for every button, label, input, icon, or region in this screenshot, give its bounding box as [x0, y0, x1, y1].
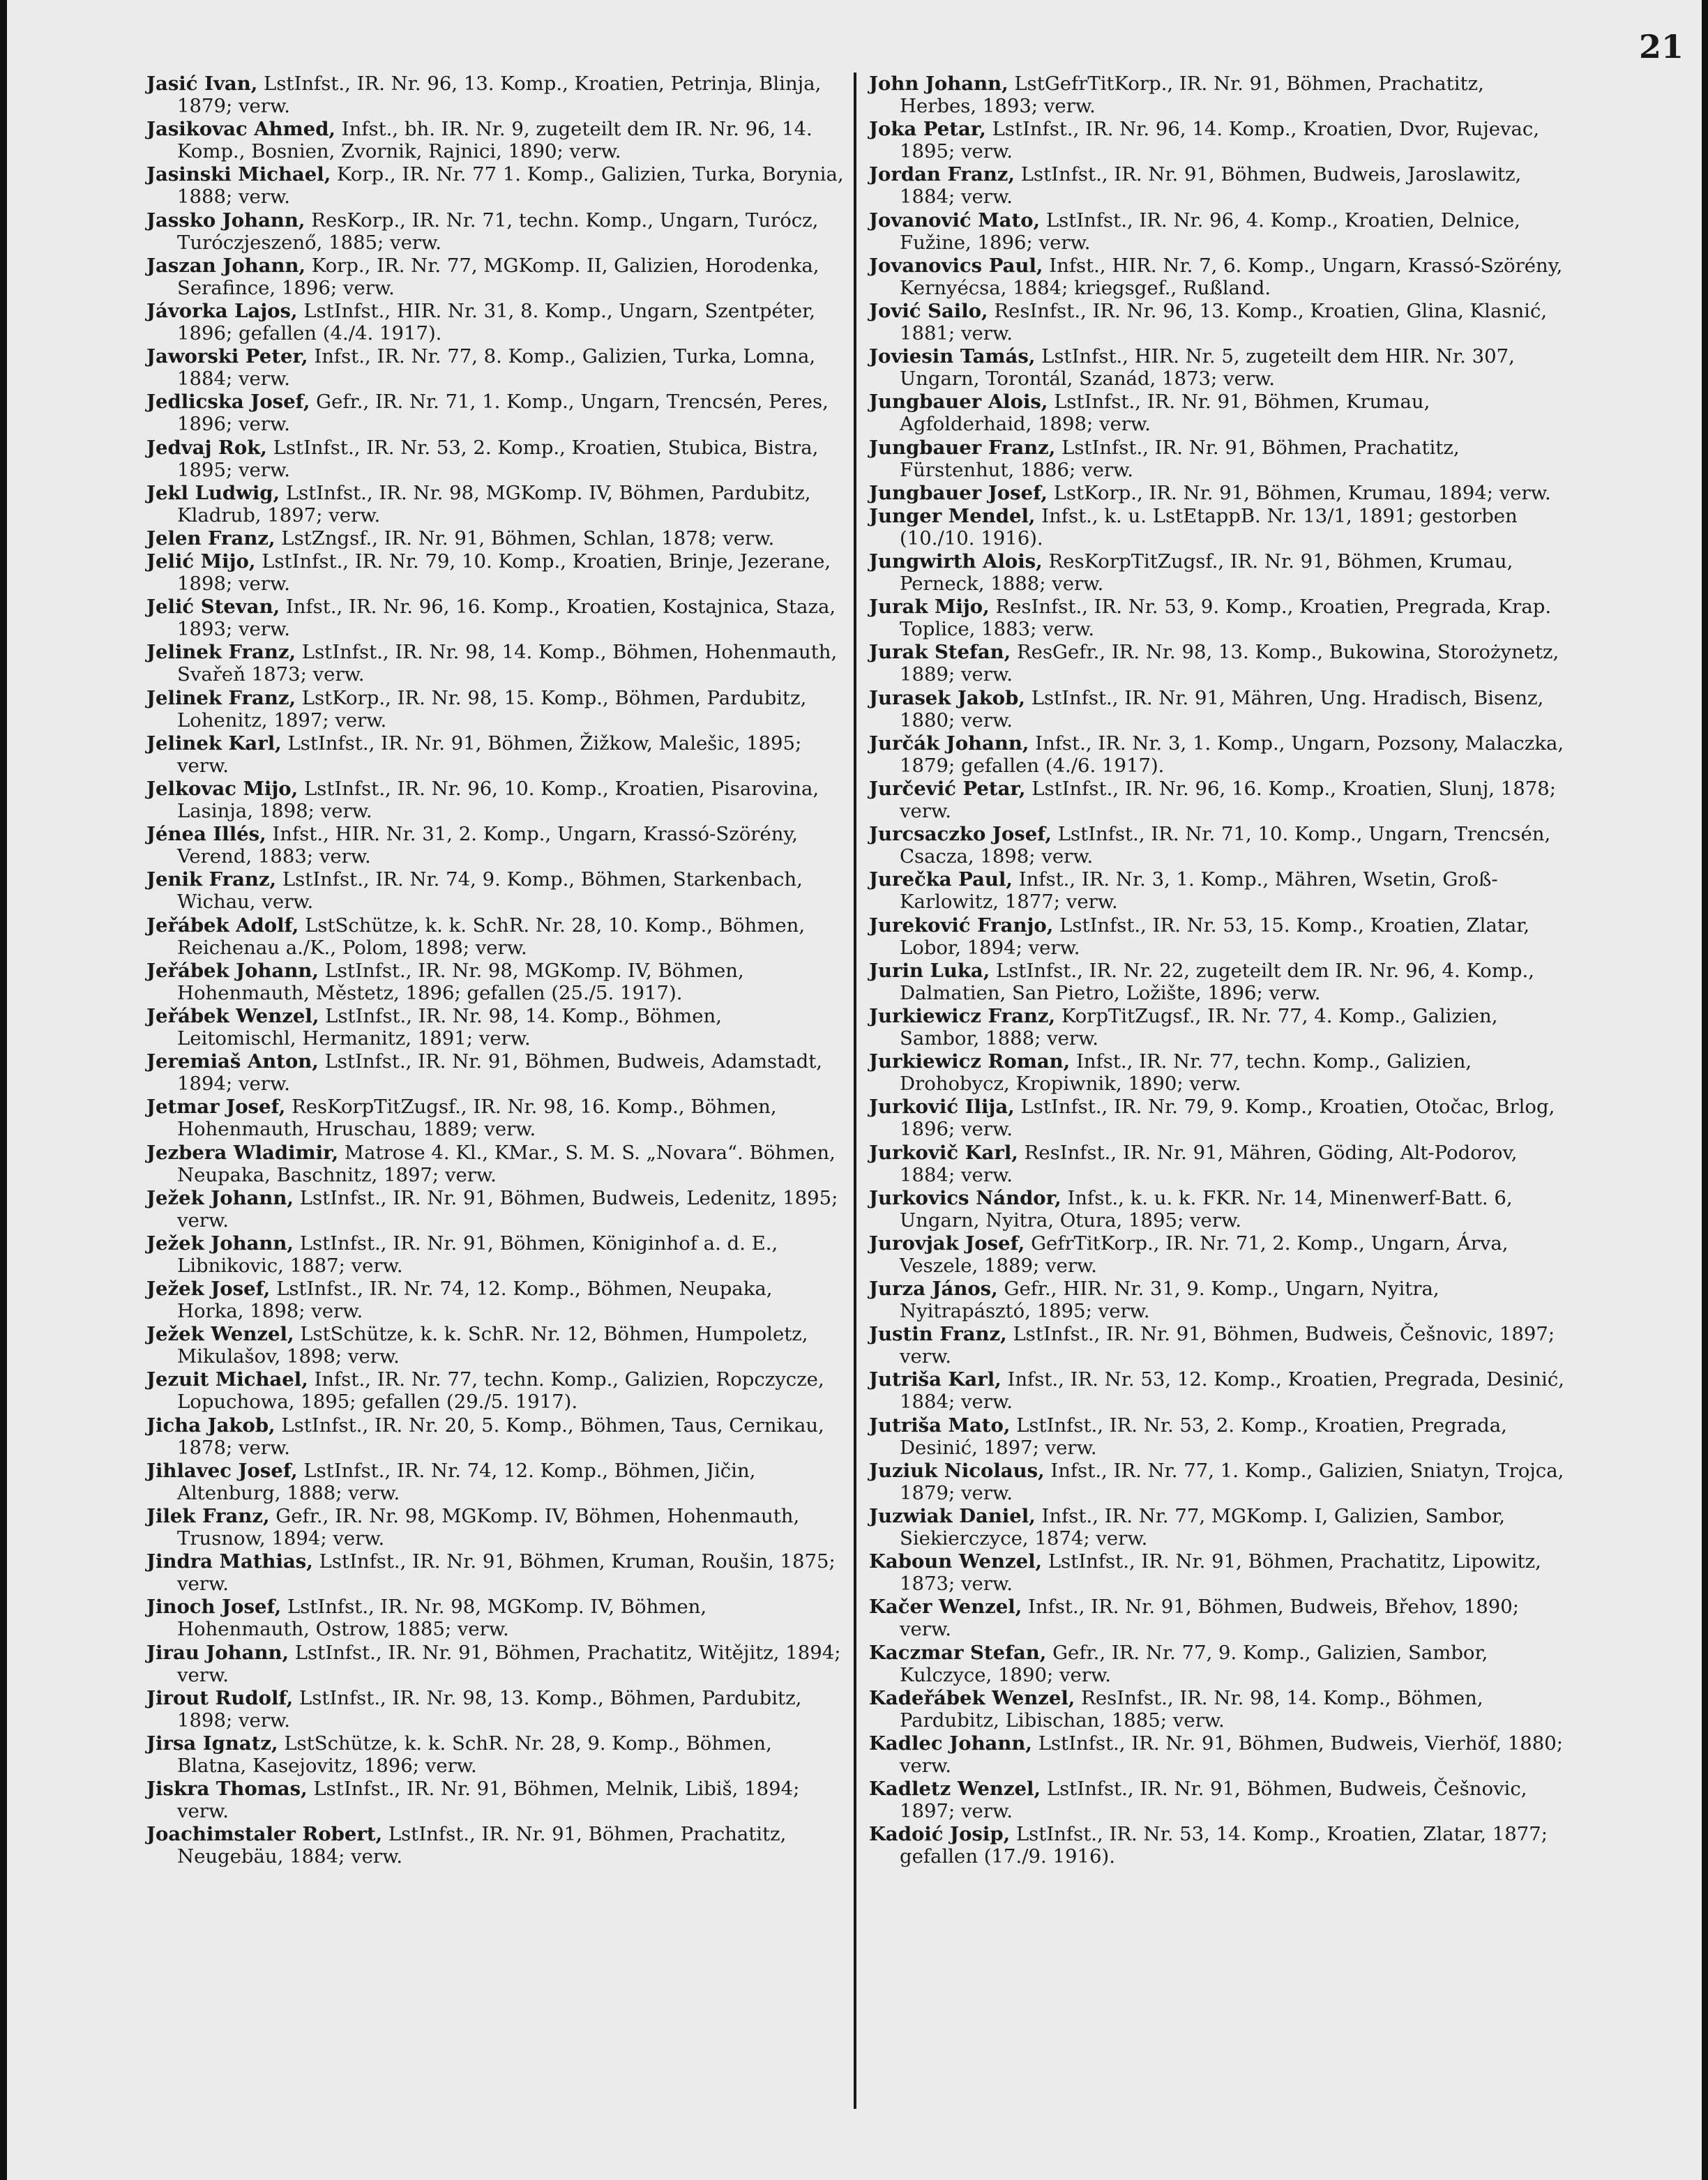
register-entry [869, 345, 1566, 390]
entry-details: ResKorpTitZugsf., IR. Nr. 91, Böhmen, Krumau, Perneck, 1888; verw. [900, 550, 1513, 596]
entry-details: LstInfst., IR. Nr. 96, 4. Komp., Kroatien, Delnice, Fužine, 1896; verw. [900, 209, 1520, 254]
register-entry [146, 1505, 844, 1550]
entry-details: LstZngsf., IR. Nr. 91, Böhmen, Schlan, 1878; verw. [275, 527, 775, 550]
register-entry [869, 641, 1566, 686]
entry-name: Jávorka Lajos, [146, 299, 298, 322]
entry-name: Jasinski Michael, [146, 163, 331, 186]
register-entry [146, 1368, 844, 1413]
entry-name: Jurin Luka, [869, 959, 990, 982]
entry-name: Jiskra Thomas, [146, 1778, 308, 1801]
register-entry [146, 1778, 844, 1822]
entry-details: LstSchütze, k. k. SchR. Nr. 28, 9. Komp., Böhmen, Blatna, Kasejovitz, 1896; verw. [177, 1732, 772, 1777]
entry-details: LstInfst., IR. Nr. 91, Böhmen, Budweis, Ledenitz, 1895; verw. [177, 1186, 838, 1232]
entry-details: Infst., IR. Nr. 3, 1. Komp., Ungarn, Pozsony, Malaczka, 1879; gefallen (4./6. 1917). [900, 732, 1564, 777]
entry-details: LstKorp., IR. Nr. 98, 15. Komp., Böhmen, Pardubitz, Lohenitz, 1897; verw. [177, 686, 807, 732]
register-entry [146, 1550, 844, 1595]
register-entry [146, 1050, 844, 1095]
register-entry [146, 1414, 844, 1459]
entry-details: LstInfst., IR. Nr. 91, Böhmen, Budweis, Češnovic, 1897; verw. [900, 1778, 1527, 1823]
entry-details: LstInfst., IR. Nr. 74, 12. Komp., Böhmen, Neupaka, Horka, 1898; verw. [177, 1278, 773, 1323]
entry-details: LstInfst., HIR. Nr. 31, 8. Komp., Ungarn, Szentpéter, 1896; gefallen (4./4. 1917). [177, 299, 815, 345]
entry-details: Infst., IR. Nr. 77, 8. Komp., Galizien, Turka, Lomna, 1884; verw. [177, 345, 816, 391]
register-entry [146, 823, 844, 868]
register-entry [146, 596, 844, 640]
entry-name: Jutriša Mato, [869, 1414, 1011, 1437]
entry-details: LstInfst., IR. Nr. 91, Böhmen, Königinhof a. d. E., Libnikovic, 1887; verw. [177, 1232, 778, 1277]
entry-name: Kaboun Wenzel, [869, 1550, 1043, 1573]
entry-details: Infst., IR. Nr. 77, 1. Komp., Galizien, Sniatyn, Trojca, 1879; verw. [900, 1459, 1564, 1504]
entry-details: LstInfst., HIR. Nr. 5, zugeteilt dem HIR. Nr. 307, Ungarn, Torontál, Szanád, 1873; verw. [900, 345, 1515, 391]
register-entry [146, 1732, 844, 1777]
entry-details: ResInfst., IR. Nr. 96, 13. Komp., Kroatien, Glina, Klasnić, 1881; verw. [900, 299, 1548, 345]
entry-name: John Johann, [869, 73, 1008, 95]
register-entry [869, 1823, 1566, 1868]
entry-details: Infst., IR. Nr. 3, 1. Komp., Mähren, Wsetin, Groß-Karlowitz, 1877; verw. [900, 868, 1498, 914]
entry-details: ResInfst., IR. Nr. 53, 9. Komp., Kroatien, Pregrada, Krap. Toplice, 1883; verw. [900, 596, 1552, 641]
entry-name: Kadoić Josip, [869, 1823, 1011, 1846]
entry-details: LstInfst., IR. Nr. 53, 15. Komp., Kroatien, Zlatar, Lobor, 1894; verw. [900, 914, 1530, 959]
entry-name: Jurak Stefan, [869, 641, 1011, 664]
entry-details: LstInfst., IR. Nr. 22, zugeteilt dem IR. Nr. 96, 4. Komp., Dalmatien, San Pietro, Ložište, 1896; verw. [900, 959, 1534, 1004]
register-entry [869, 868, 1566, 913]
entry-name: Jirau Johann, [146, 1641, 289, 1664]
entry-name: Jeřábek Johann, [146, 959, 319, 982]
entry-name: Jurasek Jakob, [869, 686, 1025, 709]
entry-name: Jureković Franjo, [869, 914, 1054, 937]
register-entry [869, 1642, 1566, 1686]
entry-details: Infst., IR. Nr. 77, MGKomp. I, Galizien, Sambor, Siekierczyce, 1874; verw. [900, 1505, 1505, 1550]
register-entry [146, 1142, 844, 1186]
register-entry [869, 1414, 1566, 1459]
register-entry [869, 778, 1566, 822]
entry-name: Jutriša Karl, [869, 1368, 1002, 1391]
entry-name: Jeřábek Wenzel, [146, 1004, 319, 1027]
entry-name: Jungbauer Alois, [869, 391, 1048, 414]
entry-details: LstInfst., IR. Nr. 96, 14. Komp., Kroatien, Dvor, Rujevac, 1895; verw. [900, 118, 1540, 163]
entry-name: Jirout Rudolf, [146, 1686, 294, 1709]
register-entry [146, 732, 844, 777]
entry-details: Infst., IR. Nr. 53, 12. Komp., Kroatien, Pregrada, Desinić, 1884; verw. [900, 1368, 1564, 1414]
scanned-page [7, 0, 1702, 2180]
entry-name: Jurkovics Nándor, [869, 1186, 1061, 1209]
entry-details: LstInfst., IR. Nr. 53, 2. Komp., Kroatien, Pregrada, Desinić, 1897; verw. [900, 1414, 1507, 1459]
entry-details: ResKorpTitZugsf., IR. Nr. 98, 16. Komp., Böhmen, Hohenmauth, Hruschau, 1889; verw. [177, 1096, 777, 1141]
entry-name: Jurcsaczko Josef, [869, 823, 1052, 846]
entry-name: Jeremiaš Anton, [146, 1050, 319, 1073]
entry-name: Jedlicska Josef, [146, 391, 310, 414]
entry-details: Gefr., IR. Nr. 77, 9. Komp., Galizien, Sambor, Kulczyce, 1890; verw. [900, 1641, 1488, 1686]
entry-details: LstInfst., IR. Nr. 98, MGKomp. IV, Böhmen, Hohenmauth, Městetz, 1896; gefallen (25./5. 1917). [177, 959, 744, 1004]
entry-name: Jurković Ilija, [869, 1096, 1015, 1119]
register-entry [146, 1687, 844, 1732]
entry-name: Jasikovac Ahmed, [146, 118, 335, 141]
entry-name: Jurza János, [869, 1278, 998, 1301]
entry-details: Matrose 4. Kl., KMar., S. M. S. „Novara“. Böhmen, Neupaka, Baschnitz, 1897; verw. [177, 1141, 836, 1186]
entry-name: Jelinek Franz, [146, 686, 296, 709]
register-entry [146, 255, 844, 299]
register-entry [869, 1050, 1566, 1095]
register-entry [869, 1460, 1566, 1504]
entry-details: LstInfst., IR. Nr. 20, 5. Komp., Böhmen, Taus, Cernikau, 1878; verw. [177, 1414, 824, 1459]
entry-name: Jelinek Karl, [146, 732, 282, 755]
register-entry [146, 1460, 844, 1504]
entry-details: Infst., HIR. Nr. 7, 6. Komp., Ungarn, Krassó-Szörény, Kernyécsa, 1884; kriegsgef., Rußland. [900, 254, 1563, 299]
register-entry [146, 1232, 844, 1277]
entry-details: LstInfst., IR. Nr. 91, Böhmen, Budweis, Jaroslawitz, 1884; verw. [900, 163, 1522, 209]
entry-details: LstInfst., IR. Nr. 91, Böhmen, Prachatitz, Lipowitz, 1873; verw. [900, 1550, 1541, 1596]
entry-details: KorpTitZugsf., IR. Nr. 77, 4. Komp., Galizien, Sambor, 1888; verw. [900, 1004, 1498, 1050]
entry-name: Jungbauer Josef, [869, 481, 1048, 504]
register-entry [869, 1732, 1566, 1777]
register-entry [146, 1642, 844, 1686]
register-entry [869, 1505, 1566, 1550]
register-entry [146, 482, 844, 527]
entry-name: Jirsa Ignatz, [146, 1732, 278, 1755]
entry-details: Infst., k. u. k. FKR. Nr. 14, Minenwerf-Batt. 6, Ungarn, Nyitra, Otura, 1895; verw. [900, 1186, 1513, 1232]
register-entry [146, 118, 844, 162]
register-entry [869, 391, 1566, 435]
entry-name: Jezuit Michael, [146, 1368, 308, 1391]
register-entry [869, 687, 1566, 732]
entry-details: Korp., IR. Nr. 77, MGKomp. II, Galizien, Horodenka, Serafince, 1896; verw. [177, 254, 819, 299]
entry-name: Jurkovič Karl, [869, 1141, 1018, 1164]
register-entry [146, 73, 844, 117]
entry-details: Infst., IR. Nr. 77, techn. Komp., Galizien, Ropczycze, Lopuchowa, 1895; gefallen (29./5. 1917). [177, 1368, 824, 1414]
entry-details: Gefr., IR. Nr. 71, 1. Komp., Ungarn, Trencsén, Peres, 1896; verw. [177, 391, 829, 436]
entry-details: LstInfst., IR. Nr. 91, Böhmen, Kruman, Roušin, 1875; verw. [177, 1550, 836, 1596]
entry-details: GefrTitKorp., IR. Nr. 71, 2. Komp., Ungarn, Árva, Veszele, 1889; verw. [900, 1232, 1509, 1277]
entry-details: LstInfst., IR. Nr. 91, Böhmen, Žižkow, Malešic, 1895; verw. [177, 732, 802, 777]
entry-name: Jurečka Paul, [869, 868, 1013, 891]
entry-details: LstInfst., IR. Nr. 79, 10. Komp., Kroatien, Brinje, Jezerane, 1898; verw. [177, 550, 831, 596]
register-entry [869, 1232, 1566, 1277]
register-entry [146, 641, 844, 686]
entry-name: Kadletz Wenzel, [869, 1778, 1041, 1801]
entry-details: LstInfst., IR. Nr. 91, Böhmen, Budweis, Vierhöf, 1880; verw. [900, 1732, 1563, 1777]
entry-details: LstInfst., IR. Nr. 91, Böhmen, Prachatitz, Fürstenhut, 1886; verw. [900, 436, 1460, 481]
register-entry [146, 163, 844, 208]
page-number: 21 [1638, 28, 1684, 66]
entry-details: ResInfst., IR. Nr. 91, Mähren, Göding, Alt-Podorov, 1884; verw. [900, 1141, 1518, 1186]
register-entry [869, 823, 1566, 868]
entry-details: Infst., HIR. Nr. 31, 2. Komp., Ungarn, Krassó-Szörény, Verend, 1883; verw. [177, 823, 799, 868]
register-entry [869, 437, 1566, 481]
entry-details: LstInfst., IR. Nr. 79, 9. Komp., Kroatien, Otočac, Brlog, 1896; verw. [900, 1096, 1555, 1141]
register-entry [869, 960, 1566, 1004]
entry-details: LstInfst., IR. Nr. 96, 10. Komp., Kroatien, Pisarovina, Lasinja, 1898; verw. [177, 778, 819, 822]
entry-name: Jurčák Johann, [869, 732, 1029, 755]
register-entry [146, 778, 844, 822]
entry-details: LstInfst., IR. Nr. 74, 12. Komp., Böhmen, Jičin, Altenburg, 1888; verw. [177, 1459, 756, 1504]
entry-details: LstSchütze, k. k. SchR. Nr. 28, 10. Komp., Böhmen, Reichenau a./K., Polom, 1898; verw. [177, 914, 806, 959]
entry-details: Infst., IR. Nr. 96, 16. Komp., Kroatien, Kostajnica, Staza, 1893; verw. [177, 596, 836, 641]
entry-details: LstInfst., IR. Nr. 91, Böhmen, Prachatitz, Neugebäu, 1884; verw. [177, 1823, 787, 1868]
entry-details: LstInfst., IR. Nr. 96, 13. Komp., Kroatien, Petrinja, Blinja, 1879; verw. [177, 73, 822, 117]
entry-details: ResGefr., IR. Nr. 98, 13. Komp., Bukowina, Storożynetz, 1889; verw. [900, 641, 1559, 686]
entry-details: LstInfst., IR. Nr. 96, 16. Komp., Kroatien, Slunj, 1878; verw. [900, 778, 1557, 822]
entry-details: Infst., IR. Nr. 91, Böhmen, Budweis, Břehov, 1890; verw. [900, 1596, 1520, 1641]
entry-name: Jicha Jakob, [146, 1414, 275, 1437]
entry-name: Joachimstaler Robert, [146, 1823, 383, 1846]
register-entry [146, 687, 844, 732]
register-entry [869, 1778, 1566, 1822]
entry-details: LstInfst., IR. Nr. 98, 14. Komp., Böhmen, Hohenmauth, Svařeň 1873; verw. [177, 641, 838, 686]
register-entry [146, 209, 844, 254]
entry-details: LstInfst., IR. Nr. 98, MGKomp. IV, Böhmen, Hohenmauth, Ostrow, 1885; verw. [177, 1596, 707, 1641]
register-entry [869, 1187, 1566, 1232]
register-entry [146, 391, 844, 435]
entry-name: Jedvaj Rok, [146, 436, 267, 459]
register-entry [869, 550, 1566, 595]
register-entry [869, 914, 1566, 959]
register-entry [869, 1596, 1566, 1640]
entry-name: Juzwiak Daniel, [869, 1505, 1036, 1527]
register-entry [869, 1368, 1566, 1413]
entry-name: Jovanovics Paul, [869, 254, 1043, 277]
register-entry [146, 868, 844, 913]
entry-details: LstInfst., IR. Nr. 74, 9. Komp., Böhmen, Starkenbach, Wichau, verw. [177, 868, 803, 914]
register-entry [869, 1323, 1566, 1368]
register-entry [869, 118, 1566, 162]
register-entry [146, 1323, 844, 1368]
entry-details: LstInfst., IR. Nr. 91, Böhmen, Budweis, Češnovic, 1897; verw. [900, 1323, 1555, 1368]
entry-details: LstInfst., IR. Nr. 53, 2. Komp., Kroatien, Stubica, Bistra, 1895; verw. [177, 436, 819, 481]
register-entry [869, 505, 1566, 550]
column-divider [854, 73, 856, 2109]
entry-name: Jaszan Johann, [146, 254, 306, 277]
register-entry [869, 732, 1566, 777]
entry-details: Gefr., HIR. Nr. 31, 9. Komp., Ungarn, Nyitra, Nyitrapásztó, 1895; verw. [900, 1278, 1439, 1323]
entry-name: Jassko Johann, [146, 209, 305, 232]
register-entry [869, 482, 1566, 504]
register-entry [146, 1596, 844, 1640]
register-entry [146, 1278, 844, 1322]
entry-name: Jetmar Josef, [146, 1096, 286, 1119]
entry-name: Kadeřábek Wenzel, [869, 1686, 1075, 1709]
entry-name: Jurčević Petar, [869, 778, 1026, 800]
register-entry [146, 914, 844, 959]
register-entry [869, 1687, 1566, 1732]
entry-name: Jeřábek Adolf, [146, 914, 299, 937]
entry-name: Jurkiewicz Roman, [869, 1050, 1071, 1073]
register-entry [146, 1096, 844, 1140]
register-entry [146, 550, 844, 595]
register-entry [146, 1005, 844, 1050]
entry-name: Jurovjak Josef, [869, 1232, 1025, 1255]
register-entry [146, 345, 844, 390]
entry-details: Infst., bh. IR. Nr. 9, zugeteilt dem IR. Nr. 96, 14. Komp., Bosnien, Zvornik, Rajnici, 1890; verw. [177, 118, 813, 163]
entry-details: LstInfst., IR. Nr. 91, Böhmen, Budweis, Adamstadt, 1894; verw. [177, 1050, 823, 1096]
entry-name: Ježek Johann, [146, 1186, 294, 1209]
entry-details: LstInfst., IR. Nr. 53, 14. Komp., Kroatien, Zlatar, 1877; gefallen (17./9. 1916). [900, 1823, 1548, 1868]
register-entry [869, 300, 1566, 345]
entry-details: LstKorp., IR. Nr. 91, Böhmen, Krumau, 1894; verw. [1047, 481, 1551, 504]
entry-name: Jenik Franz, [146, 868, 277, 891]
register-entry [146, 527, 844, 550]
entry-name: Kačer Wenzel, [869, 1596, 1022, 1619]
entry-details: Gefr., IR. Nr. 98, MGKomp. IV, Böhmen, Hohenmauth, Trusnow, 1894; verw. [177, 1505, 800, 1550]
register-entry [869, 1142, 1566, 1186]
entry-name: Jilek Franz, [146, 1505, 270, 1527]
entry-name: Jelinek Franz, [146, 641, 296, 664]
entry-details: LstInfst., IR. Nr. 91, Böhmen, Prachatitz, Witějitz, 1894; verw. [177, 1641, 841, 1686]
entry-name: Jihlavec Josef, [146, 1459, 298, 1482]
register-entry [869, 596, 1566, 640]
register-entry [869, 73, 1566, 117]
entry-name: Jović Sailo, [869, 299, 988, 322]
entry-details: Korp., IR. Nr. 77 1. Komp., Galizien, Turka, Borynia, 1888; verw. [177, 163, 844, 209]
entry-name: Jurak Mijo, [869, 596, 990, 619]
entry-name: Jezbera Wladimir, [146, 1141, 339, 1164]
register-entry [869, 1096, 1566, 1140]
register-entry [146, 960, 844, 1004]
register-entry [869, 1550, 1566, 1595]
entry-name: Jénea Illés, [146, 823, 266, 846]
entry-name: Juziuk Nicolaus, [869, 1459, 1045, 1482]
entry-details: LstGefrTitKorp., IR. Nr. 91, Böhmen, Prachatitz, Herbes, 1893; verw. [900, 73, 1484, 117]
entry-name: Jasić Ivan, [146, 73, 258, 95]
entry-name: Jungbauer Franz, [869, 436, 1056, 459]
entry-details: LstSchütze, k. k. SchR. Nr. 12, Böhmen, Humpoletz, Mikulašov, 1898; verw. [177, 1323, 808, 1368]
entry-name: Ježek Wenzel, [146, 1323, 294, 1346]
entry-name: Joka Petar, [869, 118, 986, 141]
entry-name: Jelkovac Mijo, [146, 778, 298, 800]
entry-name: Junger Mendel, [869, 504, 1036, 527]
entry-details: Infst., k. u. LstEtappB. Nr. 13/1, 1891; gestorben (10./10. 1916). [900, 504, 1518, 550]
entry-name: Justin Franz, [869, 1323, 1007, 1346]
register-entry [146, 1823, 844, 1868]
entry-details: LstInfst., IR. Nr. 91, Mähren, Ung. Hradisch, Bisenz, 1880; verw. [900, 686, 1544, 732]
register-entry [146, 1187, 844, 1232]
register-entry [869, 1278, 1566, 1322]
right-column [869, 73, 1566, 1869]
register-entry [869, 163, 1566, 208]
register-entry [869, 255, 1566, 299]
entry-details: ResInfst., IR. Nr. 98, 14. Komp., Böhmen, Pardubitz, Libischan, 1885; verw. [900, 1686, 1483, 1732]
entry-name: Ježek Josef, [146, 1278, 271, 1301]
entry-name: Jungwirth Alois, [869, 550, 1043, 573]
entry-name: Joviesin Tamás, [869, 345, 1036, 368]
entry-details: LstInfst., IR. Nr. 91, Böhmen, Melnik, Libiš, 1894; verw. [177, 1778, 800, 1823]
entry-details: LstInfst., IR. Nr. 98, 13. Komp., Böhmen, Pardubitz, 1898; verw. [177, 1686, 802, 1732]
entry-name: Jindra Mathias, [146, 1550, 313, 1573]
entry-name: Jelić Mijo, [146, 550, 256, 573]
register-entry [869, 1005, 1566, 1050]
entry-details: LstInfst., IR. Nr. 98, MGKomp. IV, Böhmen, Pardubitz, Kladrub, 1897; verw. [177, 481, 811, 527]
entry-name: Jekl Ludwig, [146, 481, 280, 504]
entry-details: LstInfst., IR. Nr. 98, 14. Komp., Böhmen, Leitomischl, Hermanitz, 1891; verw. [177, 1004, 722, 1050]
entry-name: Jovanović Mato, [869, 209, 1041, 232]
entry-name: Jelić Stevan, [146, 596, 280, 619]
entry-details: Infst., IR. Nr. 77, techn. Komp., Galizien, Drohobycz, Kropiwnik, 1890; verw. [900, 1050, 1472, 1096]
entry-details: ResKorp., IR. Nr. 71, techn. Komp., Ungarn, Turócz, Turóczjeszenő, 1885; verw. [177, 209, 819, 254]
entry-name: Jelen Franz, [146, 527, 275, 550]
entry-details: LstInfst., IR. Nr. 91, Böhmen, Krumau, Agfolderhaid, 1898; verw. [900, 391, 1430, 436]
entry-name: Kaczmar Stefan, [869, 1641, 1047, 1664]
register-entry [869, 209, 1566, 254]
entry-name: Jurkiewicz Franz, [869, 1004, 1056, 1027]
entry-name: Jordan Franz, [869, 163, 1015, 186]
entry-name: Jaworski Peter, [146, 345, 308, 368]
entry-details: LstInfst., IR. Nr. 71, 10. Komp., Ungarn, Trencsén, Csacza, 1898; verw. [900, 823, 1551, 868]
entry-name: Kadlec Johann, [869, 1732, 1032, 1755]
entry-name: Jinoch Josef, [146, 1596, 282, 1619]
register-entry [146, 437, 844, 481]
entry-name: Ježek Johann, [146, 1232, 294, 1255]
register-entry [146, 300, 844, 345]
left-column [146, 73, 844, 1869]
